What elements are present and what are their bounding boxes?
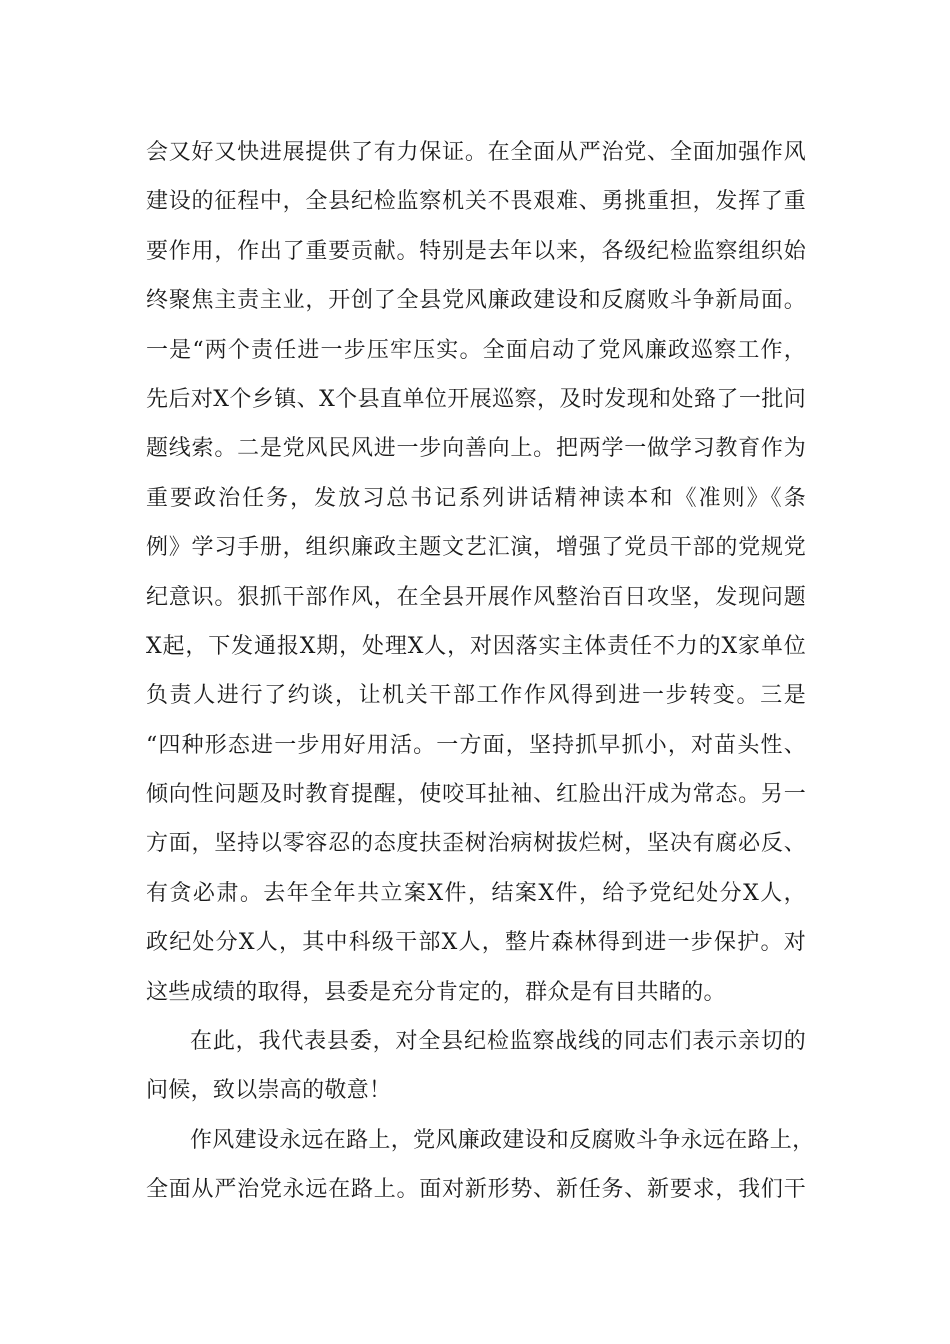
text-line: 终聚焦主责主业，开创了全县党风廉政建设和反腐败斗争新局面。 — [146, 288, 806, 314]
text-line: 要作用，作出了重要贡献。特别是去年以来，各级纪检监察组织始 — [146, 238, 806, 264]
text-line: 在此，我代表县委，对全县纪检监察战线的同志们表示亲切的 — [190, 1029, 806, 1055]
text-line: 作风建设永远在路上，党风廉政建设和反腐败斗争永远在路上， — [190, 1127, 815, 1153]
body-text — [146, 128, 815, 1215]
text-line: 题线索。二是党风民风进一步向善向上。把两学一做学习教育作为 — [146, 436, 806, 462]
text-line: 一是“两个责任进一步压牢压实。全面启动了党风廉政巡察工作， — [146, 337, 806, 363]
text-line: X起，下发通报X期，处理X人，对因落实主体责任不力的X家单位 — [146, 633, 806, 659]
text-line: 政纪处分X人，其中科级干部X人，整片森林得到进一步保护。对 — [146, 930, 806, 956]
text-line: 负责人进行了约谈，让机关干部工作作风得到进一步转变。三是 — [146, 683, 806, 709]
text-line: 纪意识。狠抓干部作风，在全县开展作风整治百日攻坚，发现问题 — [146, 584, 806, 610]
text-line: 有贪必肃。去年全年共立案X件，结案X件，给予党纪处分X人， — [146, 880, 806, 906]
text-line: 建设的征程中，全县纪检监察机关不畏艰难、勇挑重担，发挥了重 — [146, 189, 806, 215]
text-line: 倾向性问题及时教育提醒，使咬耳扯袖、红脸出汗成为常态。另一 — [146, 782, 806, 808]
text-line: 会又好又快进展提供了有力保证。在全面从严治党、全面加强作风 — [146, 140, 806, 165]
text-line: 方面，坚持以零容忍的态度扶歪树治病树拔烂树，坚决有腐必反、 — [146, 831, 806, 857]
text-line: 重要政治任务，发放习总书记系列讲话精神读本和《准则》《条 — [146, 485, 806, 511]
text-line: 全面从严治党永远在路上。面对新形势、新任务、新要求，我们干 — [146, 1177, 806, 1203]
text-line: 例》学习手册，组织廉政主题文艺汇演，增强了党员干部的党规党 — [146, 535, 806, 561]
text-line: “四种形态进一步用好用活。一方面，坚持抓早抓小，对苗头性、 — [146, 732, 806, 758]
text-line: 问候，致以崇高的敬意！ — [146, 1078, 392, 1104]
text-line: 这些成绩的取得，县委是充分肯定的，群众是有目共睹的。 — [146, 979, 726, 1005]
text-line: 先后对X个乡镇、X个县直单位开展巡察，及时发现和处臵了一批问 — [146, 386, 806, 412]
